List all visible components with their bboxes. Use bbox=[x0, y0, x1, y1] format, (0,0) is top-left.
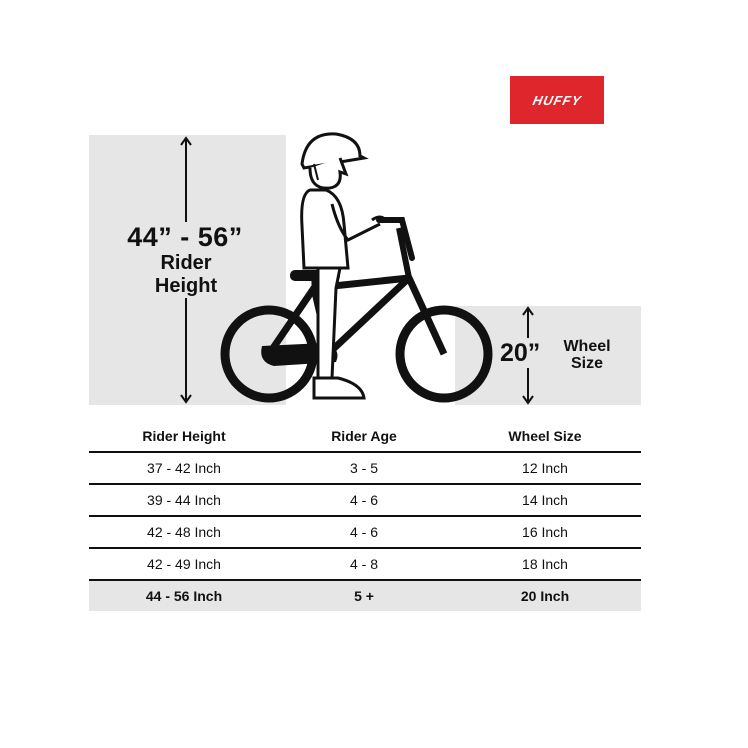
cell-rider-height: 39 - 44 Inch bbox=[89, 484, 279, 516]
table-row bbox=[89, 548, 641, 580]
cell-rider-age: 4 - 8 bbox=[279, 548, 449, 580]
cell-rider-age: 3 - 5 bbox=[279, 452, 449, 484]
cell-rider-age: 5 + bbox=[279, 580, 449, 611]
cell-wheel-size: 18 Inch bbox=[449, 548, 641, 580]
size-chart-table bbox=[89, 421, 641, 611]
table-row bbox=[89, 452, 641, 484]
huffy-logo bbox=[510, 76, 604, 124]
cell-rider-height: 42 - 48 Inch bbox=[89, 516, 279, 548]
cell-rider-age: 4 - 6 bbox=[279, 484, 449, 516]
table-header-row bbox=[89, 421, 641, 452]
table-row bbox=[89, 484, 641, 516]
wheel-size-value: 20” bbox=[500, 339, 541, 367]
table-row bbox=[89, 516, 641, 548]
cell-wheel-size: 16 Inch bbox=[449, 516, 641, 548]
cell-rider-height: 37 - 42 Inch bbox=[89, 452, 279, 484]
cell-rider-height: 42 - 49 Inch bbox=[89, 548, 279, 580]
cell-wheel-size: 12 Inch bbox=[449, 452, 641, 484]
rider-height-value: 44” - 56” bbox=[90, 222, 280, 252]
cell-wheel-size: 20 Inch bbox=[449, 580, 641, 611]
rider-height-label: Rider Height bbox=[130, 252, 242, 298]
cell-rider-age: 4 - 6 bbox=[279, 516, 449, 548]
header-wheel-size: Wheel Size bbox=[449, 421, 641, 452]
child-on-bike-illustration bbox=[214, 128, 504, 410]
wheel-size-label: Wheel Size bbox=[563, 338, 611, 372]
cell-wheel-size: 14 Inch bbox=[449, 484, 641, 516]
logo-text: HUFFY bbox=[531, 92, 583, 108]
header-rider-height: Rider Height bbox=[89, 421, 279, 452]
cell-rider-height: 44 - 56 Inch bbox=[89, 580, 279, 611]
table-row-highlighted bbox=[89, 580, 641, 611]
header-rider-age: Rider Age bbox=[279, 421, 449, 452]
